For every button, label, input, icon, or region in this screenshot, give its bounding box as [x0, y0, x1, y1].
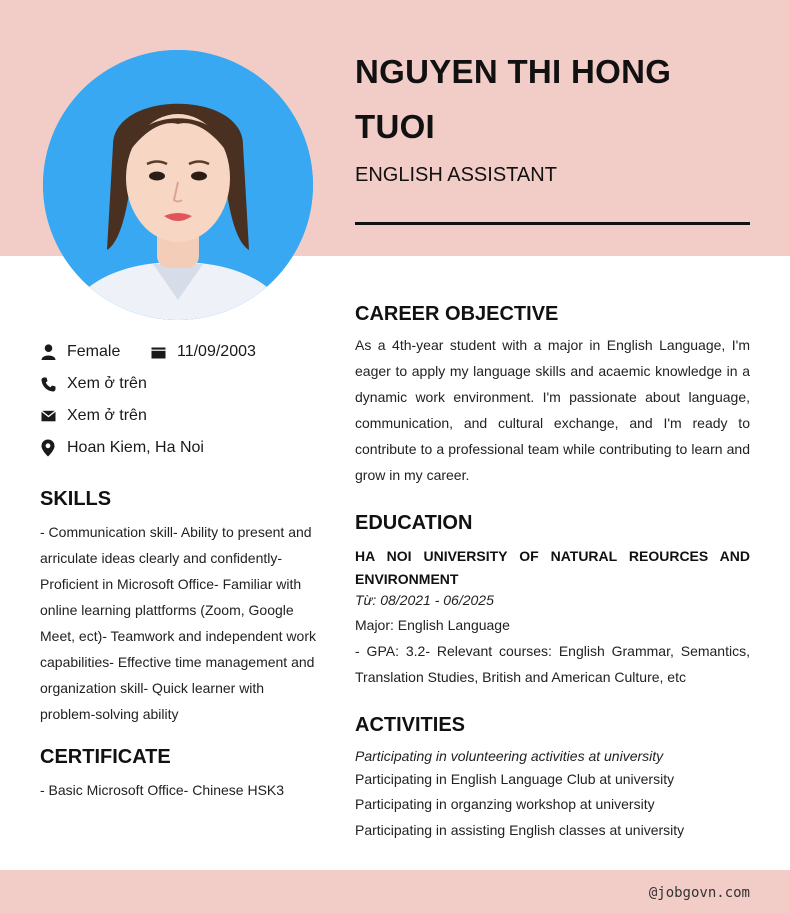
education-details: - GPA: 3.2- Relevant courses: English Grammar, Semantics, Translation Studies, British and American Culture, etc	[355, 643, 750, 685]
activity-item: Participating in assisting English classes at university	[355, 822, 685, 838]
contact-email	[40, 407, 147, 425]
job-title: ENGLISH ASSISTANT	[355, 164, 557, 186]
phone-icon	[40, 376, 56, 392]
activities-heading: ACTIVITIES	[355, 714, 466, 736]
activity-item: Participating in English Language Club at university	[355, 771, 675, 787]
header-divider	[355, 222, 750, 225]
certificate-heading: CERTIFICATE	[40, 746, 171, 768]
skills-heading: SKILLS	[40, 488, 112, 510]
activity-item: Participating in volunteering activities at university	[355, 748, 664, 764]
certificate-text: - Basic Microsoft Office- Chinese HSK3	[40, 782, 285, 798]
education-school: HA NOI UNIVERSITY OF NATURAL REOURCES AND ENVIRONMENT	[355, 548, 750, 587]
education-heading: EDUCATION	[355, 512, 473, 534]
education-major: Major: English Language	[355, 617, 510, 633]
person-icon	[40, 344, 56, 360]
activity-item: Participating in organzing workshop at university	[355, 796, 655, 812]
email-value: Xem ở trên	[67, 407, 147, 424]
education-period: Từ: 08/2021 - 06/2025	[355, 592, 494, 608]
contact-birthdate	[150, 343, 256, 361]
gender-value: Female	[67, 343, 121, 360]
calendar-icon	[150, 344, 166, 360]
location-pin-icon	[40, 440, 56, 456]
candidate-name: NGUYEN THI HONG TUOI	[355, 53, 672, 145]
career-objective-text: As a 4th-year student with a major in English Language, I'm eager to apply my language skills and acaemic knowledge in a dynamic work environment. I'm passionate about language, communication, and cultural exchange, and I'm ready to contribute to a professional team while contributing to learn and grow in my career.	[355, 337, 750, 483]
mail-icon	[40, 408, 56, 424]
contact-gender	[40, 343, 120, 361]
contact-address	[40, 439, 204, 457]
skills-text: - Communication skill- Ability to present and arriculate ideas clearly and confidently- Proficient in Microsoft Office- Familiar with online learning plattforms (Zoom, Google Meet, ect)- Teamwork and independent work capabilities- Effective time management and organization skill- Quick learner with problem-solving ability	[40, 524, 316, 722]
birthdate-value: 11/09/2003	[177, 343, 256, 360]
career-objective-heading: CAREER OBJECTIVE	[355, 303, 559, 325]
profile-photo	[43, 50, 313, 320]
contact-phone	[40, 375, 147, 393]
address-value: Hoan Kiem, Ha Noi	[67, 439, 204, 456]
footer-brand: @jobgovn.com	[648, 885, 750, 901]
phone-value: Xem ở trên	[67, 375, 147, 392]
